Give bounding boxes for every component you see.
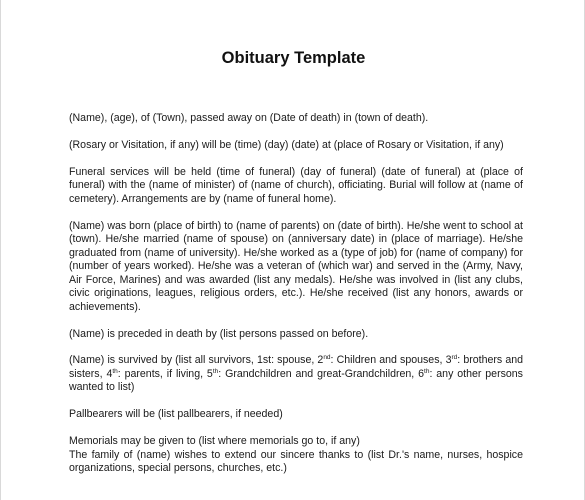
survivors-text-2: : Children and spouses, 3 <box>330 354 452 367</box>
survivors-text-6: : any other persons wanted to list) <box>69 367 523 394</box>
survivors-text-3: : brothers and sisters, 4 <box>69 354 524 380</box>
page-title: Obituary Template <box>221 49 366 67</box>
paragraph-death-notice: (Name), (age), of (Town), passed away on (Date of death) in (town of death). <box>69 112 429 124</box>
ordinal-suffix: th <box>424 367 430 375</box>
paragraph-pallbearers: Pallbearers will be (list pallbearers, if needed) <box>69 408 283 421</box>
paragraph-survivors <box>69 354 523 395</box>
paragraph-funeral-services: Funeral services will be held (time of funeral) (day of funeral) (date of funeral) at (place of funeral) with the (name of minister) of (name of church), officiating. Burial will follow at (name of cemetery). Arrangements are by (name of funeral home). <box>69 165 523 205</box>
paragraph-preceded-in-death: (Name) is preceded in death by (list persons passed on before). <box>69 327 369 340</box>
survivors-text-1: (Name) is survived by (list all survivors, 1st: spouse, 2 <box>69 354 324 367</box>
ordinal-suffix: rd <box>451 354 458 362</box>
paragraph-visitation: (Rosary or Visitation, if any) will be (time) (day) (date) at (place of Rosary or Visitation, if any) <box>69 138 504 151</box>
ordinal-suffix: th <box>112 367 118 375</box>
survivors-text-4: : parents, if living, 5 <box>117 367 213 380</box>
paragraph-thanks: The family of (name) wishes to extend our sincere thanks to (list Dr.'s name, nurses, hospice organizations, special persons, churches, etc.) <box>69 448 523 475</box>
ordinal-suffix: th <box>212 367 219 375</box>
ordinal-suffix: nd <box>323 354 331 362</box>
document-body <box>69 112 523 489</box>
paragraph-memorials: Memorials may be given to (list where memorials go to, if any) <box>69 435 360 448</box>
survivors-text-5: : Grandchildren and great-Grandchildren, 6 <box>218 367 425 380</box>
paragraph-biography: (Name) was born (place of birth) to (name of parents) on (date of birth). He/she went to school at (town). He/she married (name of spouse) on (anniversary date) in (place of marriage). He/she graduated from (name of university). He/she worked as a (type of job) for (name of company) for (number of years worked). He/she was a veteran of (which war) and served in the (Army, Navy, Air Force, Marines) and was awarded (list any medals). He/she was involved in (list any clubs, civic originations, leagues, religious orders, etc.). He/she received (list any honors, awards or achievements). <box>69 219 523 313</box>
